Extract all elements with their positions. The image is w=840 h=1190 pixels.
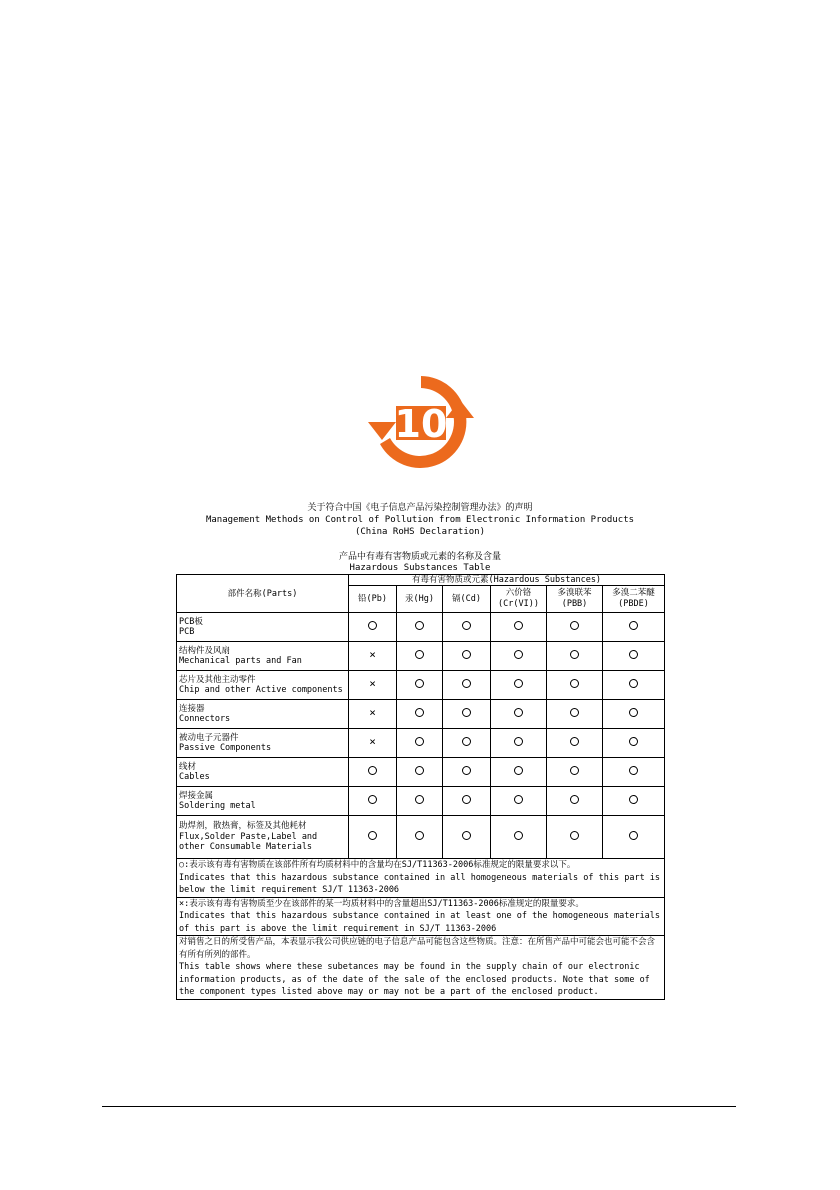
note-text-cn: 对销售之日的所受售产品，本表显示我公司供应链的电子信息产品可能包含这些物质。注意：在所售产品中可能会也可能不会含有所有所列的部件。 (179, 937, 656, 960)
compliance-cell (547, 787, 603, 816)
compliance-cell (443, 729, 491, 758)
circle-icon (514, 737, 523, 746)
substance-column-header (443, 586, 491, 613)
compliance-cell (443, 816, 491, 859)
cross-icon: × (369, 648, 376, 662)
circle-icon (368, 795, 377, 804)
circle-icon (629, 737, 638, 746)
compliance-cell (603, 642, 665, 671)
circle-icon (514, 650, 523, 659)
note-cell (177, 936, 665, 1000)
cross-icon: × (369, 735, 376, 749)
circle-icon (462, 831, 471, 840)
note-text-en: Indicates that this hazardous substance contained in all homogeneous materials of this part is below the limit requirement SJ/T 11363-2006 (179, 872, 661, 895)
circle-icon (570, 766, 579, 775)
circle-icon (629, 795, 638, 804)
compliance-cell (603, 758, 665, 787)
compliance-cell (349, 816, 397, 859)
substance-symbol: (PBB) (561, 599, 588, 609)
part-name-cell (177, 700, 349, 729)
part-name-cell (177, 787, 349, 816)
part-name-cn: 焊接金属 (179, 790, 214, 801)
compliance-cell (443, 758, 491, 787)
note-text-cn: ○:表示该有毒有害物质在该部件所有均质材料中的含量均在SJ/T11363-2006标准规定的限量要求以下。 (179, 860, 576, 870)
compliance-cell (491, 700, 547, 729)
circle-icon (415, 708, 424, 717)
substance-column-header (547, 586, 603, 613)
compliance-cell (349, 729, 397, 758)
circle-icon (570, 679, 579, 688)
compliance-cell (397, 758, 443, 787)
part-name-en: Cables (179, 772, 210, 782)
part-name-cell (177, 613, 349, 642)
circle-icon (629, 650, 638, 659)
logo-number: 10 (394, 402, 448, 446)
compliance-cell (603, 700, 665, 729)
circle-icon (629, 766, 638, 775)
circle-icon (570, 795, 579, 804)
compliance-cell (491, 642, 547, 671)
circle-icon (415, 795, 424, 804)
substance-name-cn: 六价铬 (505, 588, 532, 598)
substance-name-cn: 多溴二苯醚 (612, 588, 655, 598)
compliance-cell (547, 642, 603, 671)
declaration-header (176, 502, 664, 538)
part-name-cn: PCB板 (179, 616, 203, 627)
note-text-en: This table shows where these subetances may be found in the supply chain of our electronic information products, as of the date of the sale of the enclosed products. Note that some of the component types listed above may or may not be a part of the enclosed product. (179, 962, 650, 997)
note-cell (177, 897, 665, 936)
circle-icon (514, 831, 523, 840)
circle-icon (462, 708, 471, 717)
circle-icon (629, 679, 638, 688)
compliance-cell (349, 758, 397, 787)
circle-icon (514, 766, 523, 775)
circle-icon (629, 831, 638, 840)
footer-rule (102, 1106, 736, 1107)
compliance-cell (397, 729, 443, 758)
compliance-cell (397, 671, 443, 700)
compliance-cell (603, 671, 665, 700)
part-name-cn: 结构件及风扇 (179, 645, 231, 656)
circle-icon (514, 795, 523, 804)
circle-icon (368, 831, 377, 840)
part-name-cn: 线材 (179, 761, 197, 772)
part-name-cn: 被动电子元器件 (179, 732, 239, 743)
eco-friendly-use-period-icon (366, 374, 476, 470)
part-name-cn: 助焊剂，散热膏，标签及其他耗材 (179, 821, 307, 832)
compliance-cell (547, 700, 603, 729)
compliance-cell (349, 787, 397, 816)
circle-icon (415, 621, 424, 630)
circle-icon (629, 621, 638, 630)
table-title-cn: 产品中有毒有害物质或元素的名称及含量 (338, 552, 501, 562)
circle-icon (415, 679, 424, 688)
compliance-cell (397, 816, 443, 859)
compliance-cell (349, 642, 397, 671)
circle-icon (462, 737, 471, 746)
compliance-cell (397, 613, 443, 642)
circle-icon (462, 766, 471, 775)
table-row (177, 758, 665, 787)
circle-icon (462, 679, 471, 688)
circle-icon (570, 737, 579, 746)
parts-header: 部件名称(Parts) (177, 575, 349, 613)
circle-icon (462, 795, 471, 804)
table-row (177, 729, 665, 758)
table-row (177, 613, 665, 642)
substance-name-cn: 多溴联苯 (557, 588, 592, 598)
substance-symbol: (PBDE) (618, 599, 649, 609)
circle-icon (415, 766, 424, 775)
part-name-en: Mechanical parts and Fan (179, 656, 302, 666)
note-text-en: Indicates that this hazardous substance contained in at least one of the homogeneous materials of this part is above the limit requirement in SJ/T 11363-2006 (179, 911, 661, 934)
part-name-en: PCB (179, 627, 195, 637)
compliance-cell (603, 729, 665, 758)
substance-column-header (397, 586, 443, 613)
substance-name-cn: 镉(Cd) (452, 593, 481, 604)
circle-icon (514, 621, 523, 630)
note-text-cn: ×:表示该有毒有害物质至少在该部件的某一均质材料中的含量超出SJ/T11363-2006标准规定的限量要求。 (179, 898, 584, 909)
compliance-cell (443, 787, 491, 816)
circle-icon (415, 831, 424, 840)
part-name-en: Chip and other Active components (179, 685, 343, 695)
compliance-cell (397, 700, 443, 729)
compliance-cell (491, 729, 547, 758)
part-name-cell (177, 758, 349, 787)
part-name-cn: 芯片及其他主动零件 (179, 674, 256, 685)
compliance-cell (349, 671, 397, 700)
note-row (177, 859, 665, 898)
note-row (177, 897, 665, 936)
cross-icon: × (369, 677, 376, 691)
part-name-cell (177, 816, 349, 859)
table-title-en: Hazardous Substances Table (349, 563, 491, 573)
compliance-cell (349, 700, 397, 729)
compliance-cell (547, 758, 603, 787)
substance-symbol: (Cr(VI)) (498, 599, 539, 609)
table-row (177, 816, 665, 859)
circle-icon (570, 831, 579, 840)
compliance-cell (443, 700, 491, 729)
circle-icon (368, 621, 377, 630)
note-row (177, 936, 665, 1000)
substance-column-header (349, 586, 397, 613)
table-row (177, 787, 665, 816)
circle-icon (629, 708, 638, 717)
substance-name-cn: 汞(Hg) (405, 593, 434, 604)
compliance-cell (603, 613, 665, 642)
circle-icon (368, 766, 377, 775)
table-row (177, 671, 665, 700)
compliance-cell (443, 613, 491, 642)
compliance-cell (547, 816, 603, 859)
part-name-cell (177, 642, 349, 671)
declaration-title-cn: 关于符合中国《电子信息产品污染控制管理办法》的声明 (307, 503, 533, 513)
substance-column-header (491, 586, 547, 613)
compliance-cell (547, 613, 603, 642)
compliance-cell (397, 787, 443, 816)
note-cell (177, 859, 665, 898)
compliance-cell (547, 729, 603, 758)
circle-icon (570, 708, 579, 717)
hazardous-substances-table (176, 574, 665, 1000)
table-title (176, 552, 664, 574)
part-name-en: Connectors (179, 714, 231, 724)
part-name-cn: 连接器 (179, 703, 205, 714)
circle-icon (415, 737, 424, 746)
part-name-en: Flux,Solder Paste,Label and other Consumable Materials (179, 831, 318, 853)
circle-icon (570, 650, 579, 659)
circle-icon (570, 621, 579, 630)
compliance-cell (491, 671, 547, 700)
part-name-en: Soldering metal (179, 801, 256, 811)
part-name-en: Passive Components (179, 743, 272, 753)
declaration-subtitle: (China RoHS Declaration) (354, 527, 486, 537)
compliance-cell (491, 787, 547, 816)
compliance-cell (397, 642, 443, 671)
compliance-cell (603, 816, 665, 859)
table-row (177, 642, 665, 671)
circle-icon (462, 621, 471, 630)
compliance-cell (491, 613, 547, 642)
compliance-cell (443, 642, 491, 671)
circle-icon (514, 679, 523, 688)
circle-icon (462, 650, 471, 659)
substance-name-cn: 铅(Pb) (358, 593, 387, 604)
declaration-title-en: Management Methods on Control of Pollution from Electronic Information Products (205, 515, 635, 525)
part-name-cell (177, 729, 349, 758)
compliance-cell (349, 613, 397, 642)
compliance-cell (443, 671, 491, 700)
substance-column-header (603, 586, 665, 613)
circle-icon (415, 650, 424, 659)
compliance-cell (491, 816, 547, 859)
circle-icon (514, 708, 523, 717)
substances-header: 有毒有害物质或元素(Hazardous Substances) (349, 575, 665, 586)
part-name-cell (177, 671, 349, 700)
compliance-cell (547, 671, 603, 700)
compliance-cell (491, 758, 547, 787)
cross-icon: × (369, 706, 376, 720)
compliance-cell (603, 787, 665, 816)
table-row (177, 700, 665, 729)
